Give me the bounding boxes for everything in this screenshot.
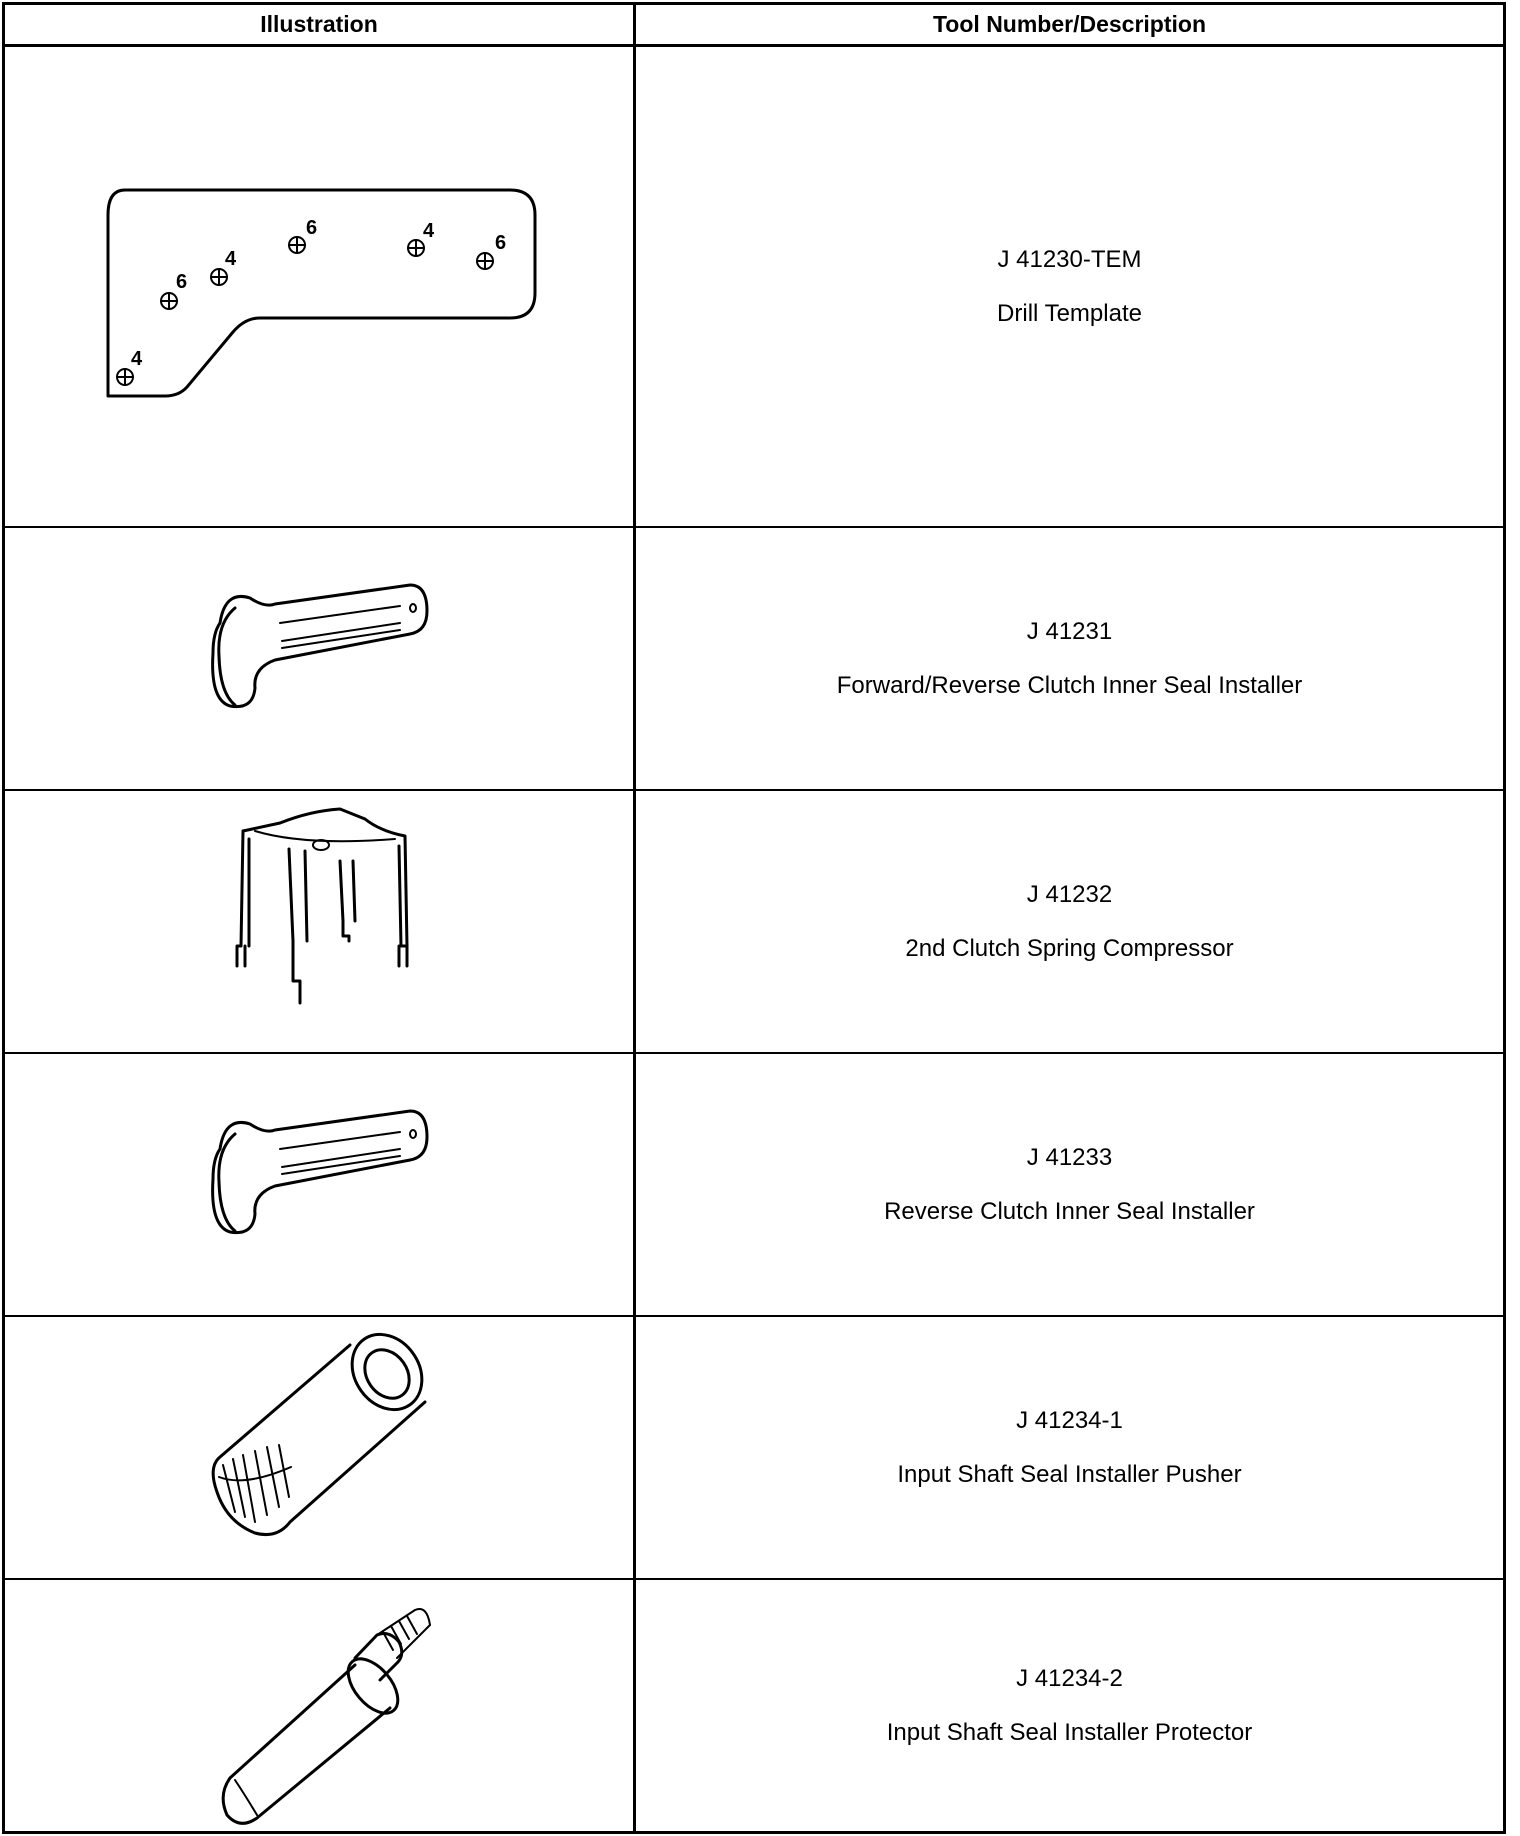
description-cell [636, 791, 1503, 1052]
seal-pusher-icon [5, 1317, 633, 1580]
tool-number: J 41230-TEM [997, 245, 1142, 273]
tool-number: J 41234-1 [1016, 1406, 1123, 1434]
tool-description: Reverse Clutch Inner Seal Installer [884, 1197, 1255, 1225]
table-row [5, 528, 1503, 791]
table-header [5, 5, 1503, 47]
tool-number: J 41232 [1026, 880, 1113, 908]
description-cell [636, 47, 1503, 526]
illustration-cell [5, 1317, 633, 1578]
drill-hole-icon [289, 237, 305, 253]
tool-description: 2nd Clutch Spring Compressor [905, 934, 1234, 962]
drill-hole-icon [477, 253, 493, 269]
drill-hole-icon [408, 240, 424, 256]
tool-description: Drill Template [997, 299, 1142, 327]
hole-size-label: 6 [176, 271, 188, 293]
illustration-cell [5, 528, 633, 789]
description-cell [636, 528, 1503, 789]
table-row [5, 47, 1503, 528]
description-cell [636, 1580, 1503, 1831]
illustration-cell [5, 47, 633, 526]
illustration-cell [5, 1580, 633, 1831]
illustration-cell [5, 791, 633, 1052]
drill-hole-icon [211, 269, 227, 285]
hole-size-label: 6 [306, 217, 318, 239]
seal-protector-icon [5, 1580, 633, 1831]
spring-compressor-icon [5, 791, 633, 1054]
hole-size-label: 4 [423, 220, 435, 242]
hole-size-label: 4 [131, 348, 143, 370]
tool-description: Input Shaft Seal Installer Pusher [897, 1460, 1242, 1488]
hole-size-label: 4 [225, 248, 237, 270]
drill-hole-icon [161, 293, 177, 309]
table-row [5, 1054, 1503, 1317]
tool-table [2, 2, 1506, 1834]
drill-hole-icon [117, 369, 133, 385]
description-cell [636, 1054, 1503, 1315]
tool-number: J 41234-2 [1016, 1664, 1123, 1692]
illustration-cell [5, 1054, 633, 1315]
tool-number: J 41233 [1026, 1143, 1113, 1171]
table-row [5, 1317, 1503, 1580]
tool-description: Forward/Reverse Clutch Inner Seal Installer [836, 671, 1303, 699]
table-row [5, 1580, 1503, 1831]
header-illustration: Illustration [260, 11, 378, 37]
seal-installer-icon [5, 1054, 633, 1317]
seal-installer-icon [5, 528, 633, 791]
hole-size-label: 6 [495, 232, 507, 254]
table-row [5, 791, 1503, 1054]
header-tool-number: Tool Number/Description [932, 11, 1207, 37]
tool-description: Input Shaft Seal Installer Protector [886, 1718, 1253, 1746]
drill-template-icon [5, 47, 633, 528]
tool-number: J 41231 [1026, 617, 1113, 645]
description-cell [636, 1317, 1503, 1578]
